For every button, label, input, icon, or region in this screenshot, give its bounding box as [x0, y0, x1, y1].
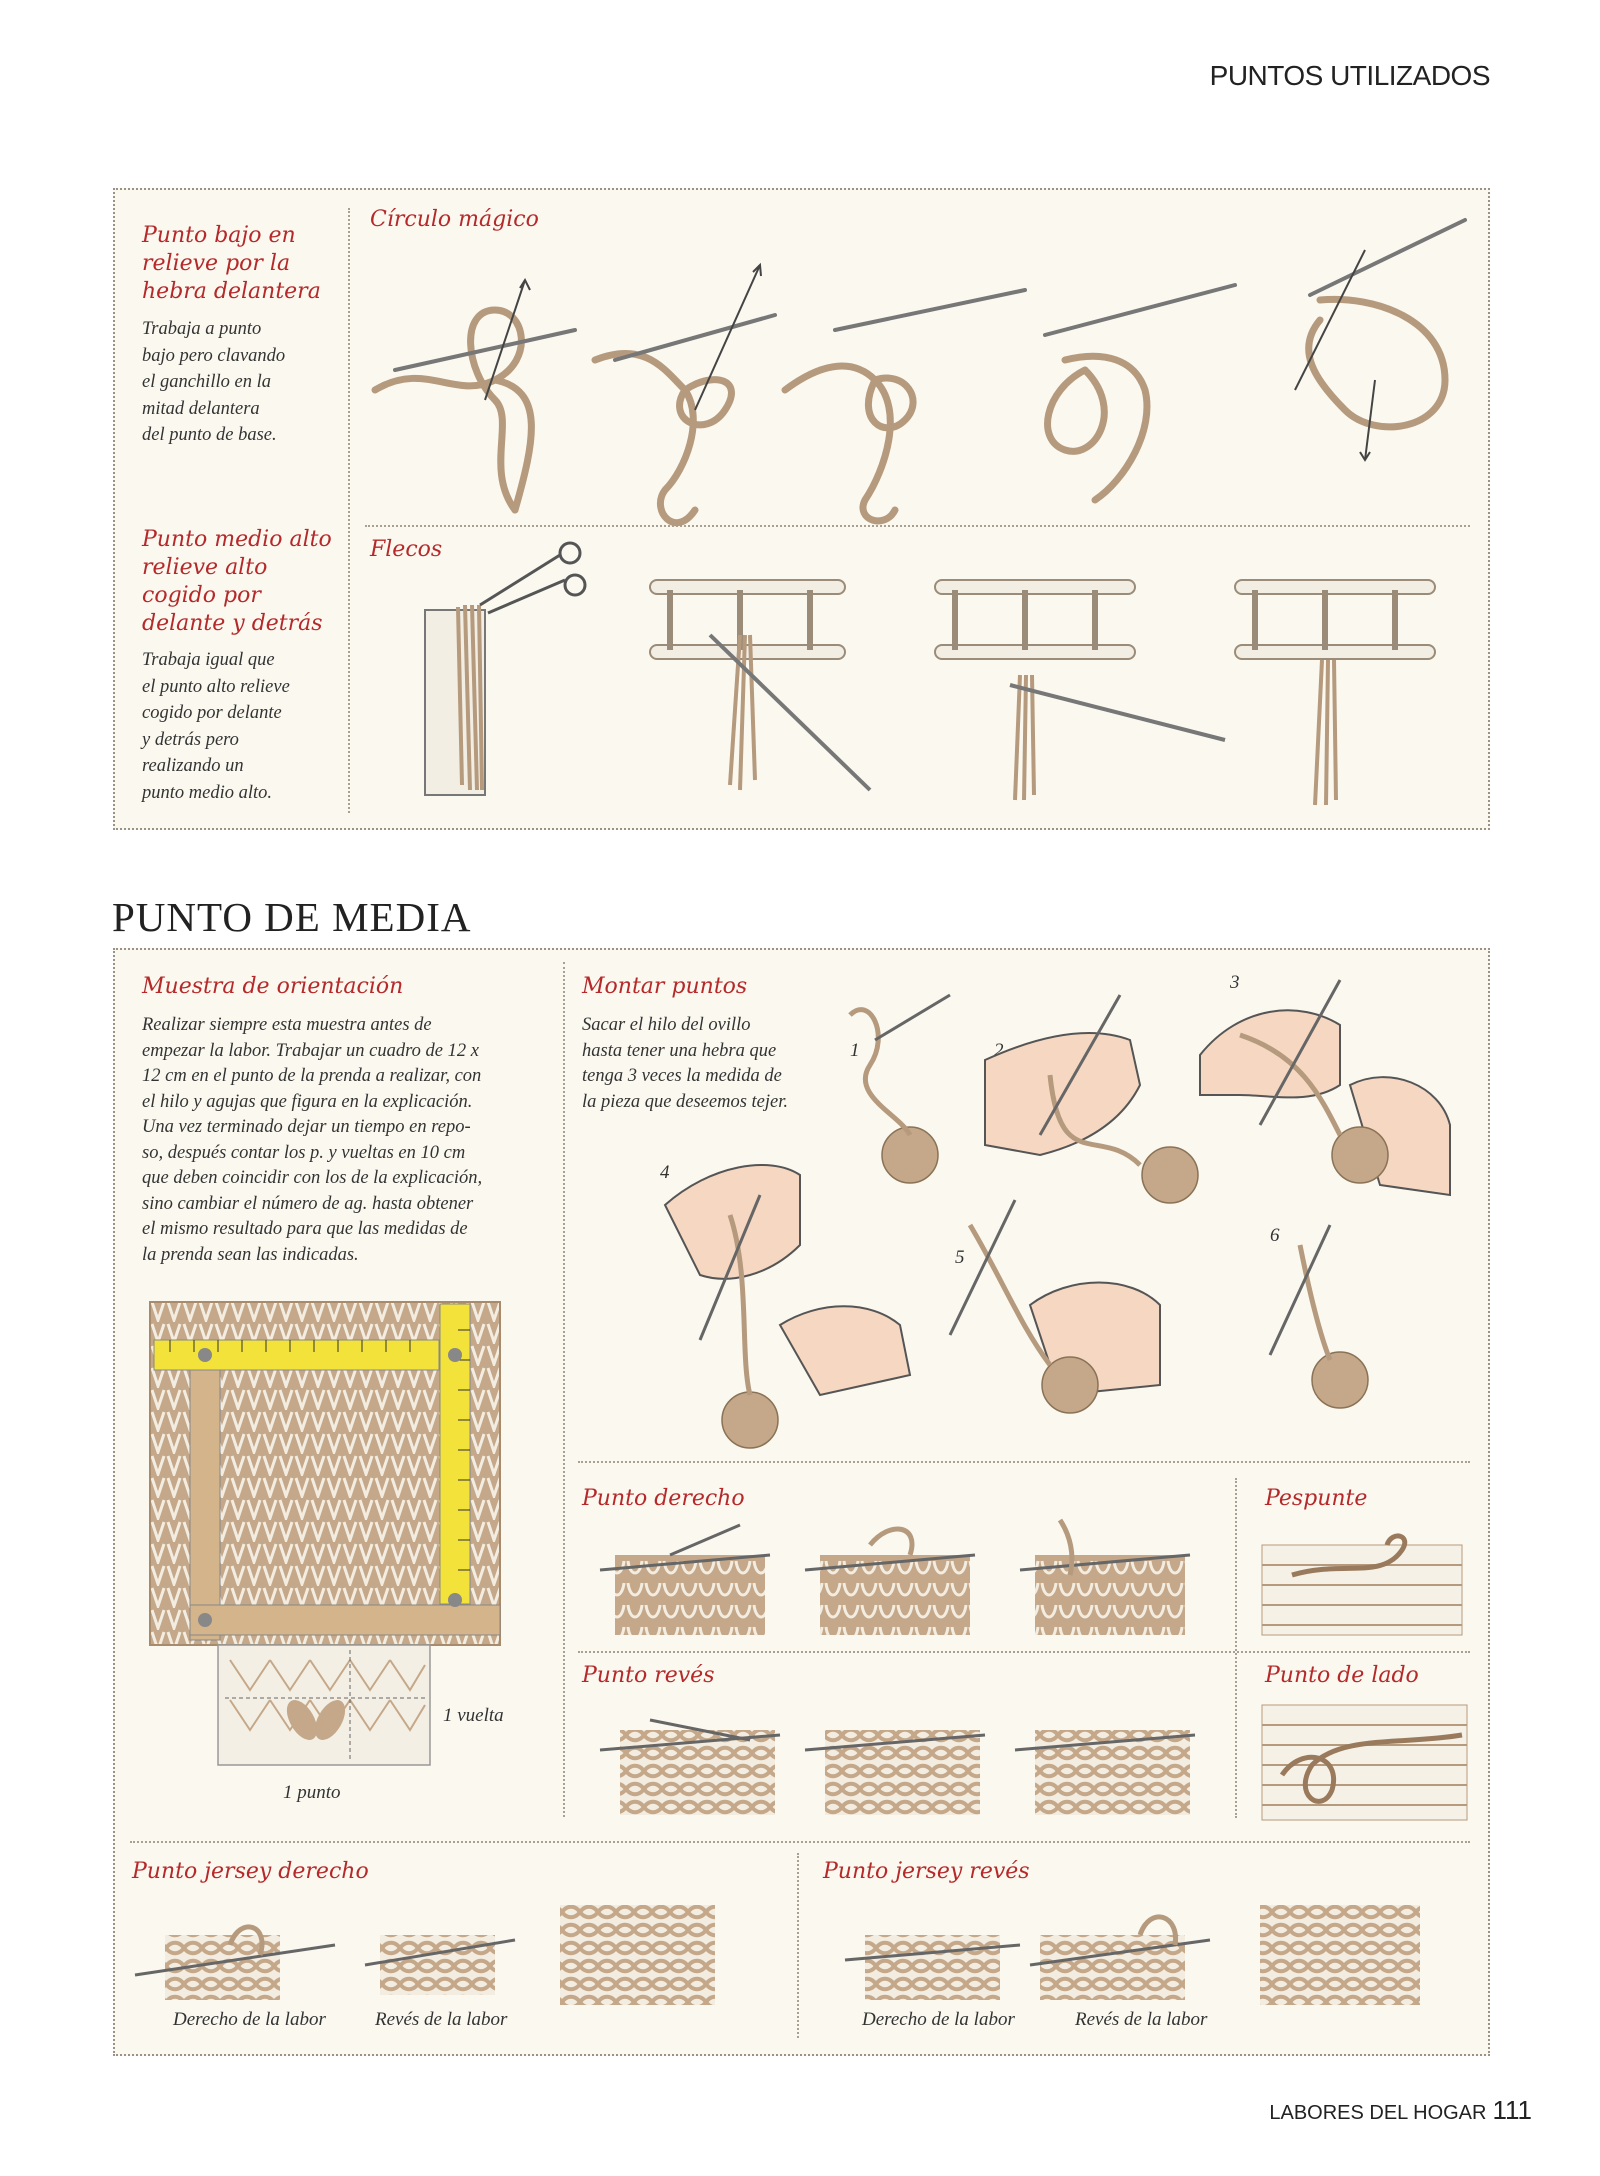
muestra-title: Muestra de orientación — [142, 974, 404, 999]
magazine-name: LABORES DEL HOGAR — [1269, 2102, 1487, 2124]
jersey-derecho-cap-derecho: Derecho de la labor — [173, 2009, 326, 2030]
label-1-vuelta: 1 vuelta — [443, 1705, 504, 1726]
top-panel-divider — [348, 208, 350, 813]
page-number: 111 — [1492, 2095, 1532, 2125]
montar-bottom-divider — [578, 1461, 1470, 1463]
jersey-derecho-title: Punto jersey derecho — [132, 1859, 369, 1884]
section-title-punto-de-media: PUNTO DE MEDIA — [112, 894, 472, 940]
derecho-reves-divider — [578, 1651, 1470, 1653]
pespunte-title: Pespunte — [1265, 1486, 1368, 1511]
montar-puntos-description: Sacar el hilo del ovillo hasta tener una hebra que tenga 3 veces la medida de la pieza que deseemos tejer. — [582, 1015, 789, 1112]
pespunte-illustration — [1262, 1530, 1462, 1635]
step-number-6: 6 — [1270, 1225, 1280, 1246]
page-footer — [1269, 2095, 1532, 2126]
flecos-illustration — [410, 535, 1470, 825]
step-number-3: 3 — [1230, 972, 1240, 993]
jersey-reves-cap-reves: Revés de la labor — [1075, 2009, 1208, 2030]
bottom-panel-vdivider — [563, 962, 565, 1817]
punto-de-lado-illustration — [1262, 1705, 1467, 1820]
step-number-1: 1 — [850, 1040, 860, 1061]
circulo-magico-title: Círculo mágico — [370, 207, 539, 232]
jersey-reves-cap-derecho: Derecho de la labor — [862, 2009, 1015, 2030]
flecos-title: Flecos — [370, 537, 443, 562]
gauge-swatch-illustration — [150, 1300, 505, 1770]
jersey-vdivider — [797, 1853, 799, 2038]
magic-circle-illustration — [365, 210, 1475, 520]
top-panel-hdivider — [365, 525, 1470, 527]
stitch-desc-bajo-relieve: Trabaja a punto bajo pero clavando el ganchillo en la mitad delantera del punto de base. — [142, 319, 286, 445]
step-number-5: 5 — [955, 1247, 965, 1268]
punto-de-lado-title: Punto de lado — [1265, 1663, 1419, 1688]
punto-derecho-illustration — [590, 1515, 1210, 1640]
step-number-4: 4 — [660, 1162, 670, 1183]
montar-puntos-title: Montar puntos — [582, 974, 748, 999]
label-1-punto: 1 punto — [283, 1782, 341, 1803]
jersey-reves-title: Punto jersey revés — [823, 1859, 1030, 1884]
stitch-title-bajo-relieve: Punto bajo en relieve por la hebra delantera — [142, 223, 321, 304]
stitch-desc-medio-alto-relieve: Trabaja igual que el punto alto relieve cogido por delante y detrás pero realizando un punto medio alto. — [142, 650, 290, 803]
cast-on-illustration — [620, 975, 1470, 1455]
stitch-title-medio-alto-relieve: Punto medio alto relieve alto cogido por delante y detrás — [142, 527, 332, 636]
jersey-derecho-illustration — [130, 1885, 730, 2010]
jersey-derecho-cap-reves: Revés de la labor — [375, 2009, 508, 2030]
jersey-reves-illustration — [840, 1885, 1470, 2010]
pespunte-divider — [1235, 1478, 1237, 1818]
punto-derecho-title: Punto derecho — [582, 1486, 745, 1511]
page-section-header: PUNTOS UTILIZADOS — [1209, 60, 1490, 91]
punto-reves-title: Punto revés — [582, 1663, 715, 1688]
punto-reves-illustration — [590, 1690, 1210, 1820]
step-number-2: 2 — [994, 1040, 1004, 1061]
muestra-description: Realizar siempre esta muestra antes de empezar la labor. Trabajar un cuadro de 12 x 12 cm en el punto de la prenda a realizar, con el hilo y agujas que figura en la explicación. Una vez terminado dejar un tiempo en repo- so, después contar los p. y vueltas en 10 cm que deben coincidir con los de la explicación, sino cambiar el número de ag. hasta obtener el mismo resultado para que las medidas de la prenda sean las indicadas. — [142, 1015, 483, 1265]
jersey-divider — [130, 1841, 1470, 1843]
